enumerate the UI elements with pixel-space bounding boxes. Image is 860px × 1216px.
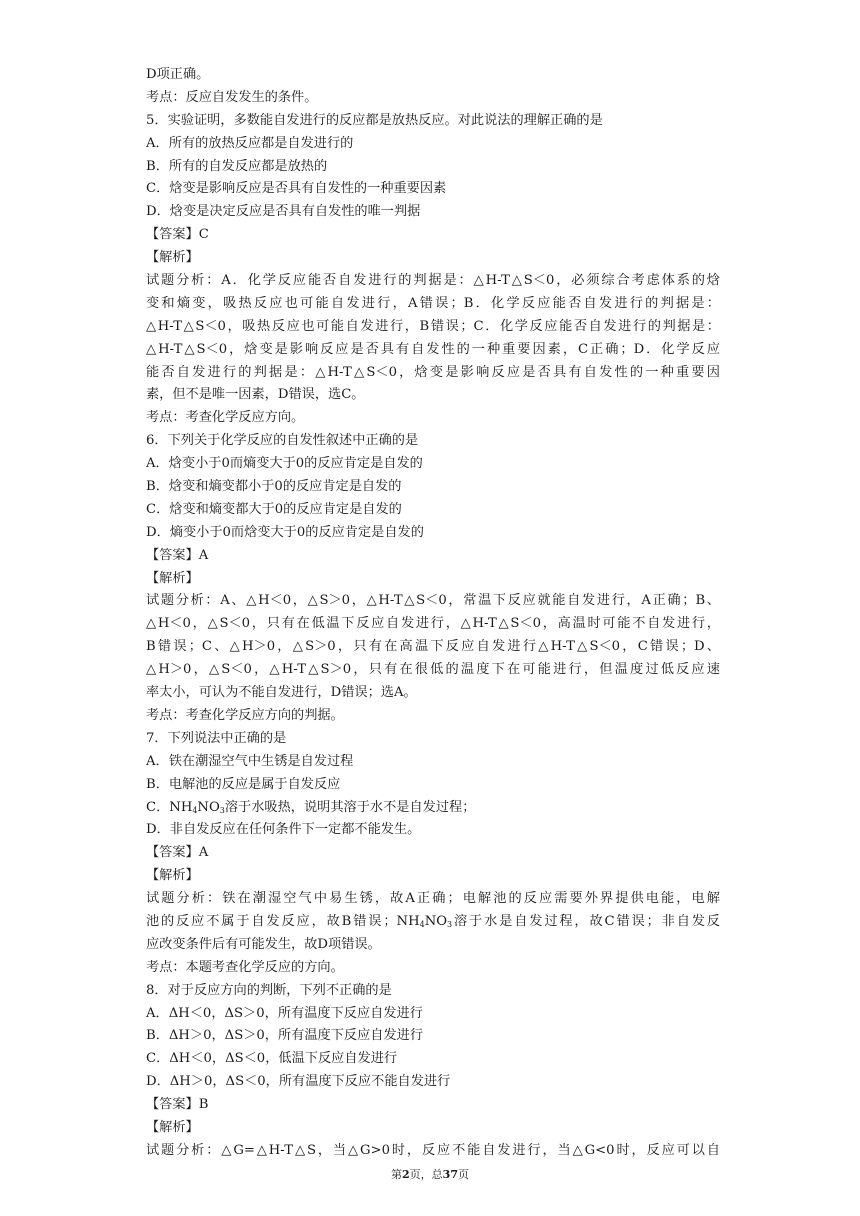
text-line: B．焓变和熵变都小于0的反应肯定是自发的 bbox=[146, 479, 402, 495]
text-line: 考点：本题考查化学反应的方向。 bbox=[146, 959, 344, 975]
text-line: 6．下列关于化学反应的自发性叙述中正确的是 bbox=[146, 433, 419, 449]
text-line: △H-T△S＜0，焓变是影响反应是否具有自发性的一种重要因素，C正确；D．化学反应 bbox=[146, 341, 720, 357]
text-line: C．焓变和熵变都大于0的反应肯定是自发的 bbox=[146, 501, 402, 517]
text-line: A．焓变小于0而熵变大于0的反应肯定是自发的 bbox=[146, 456, 423, 472]
text-line: A．所有的放热反应都是自发进行的 bbox=[146, 135, 354, 151]
page-content bbox=[146, 64, 720, 1163]
text-line: D．熵变小于0而焓变大于0的反应肯定是自发的 bbox=[146, 524, 424, 540]
text-line: B．所有的自发反应都是放热的 bbox=[146, 158, 328, 174]
text-line: 8．对于反应方向的判断，下列不正确的是 bbox=[146, 982, 392, 998]
text-line: 考点：考查化学反应方向。 bbox=[146, 410, 305, 426]
text-line: 【解析】 bbox=[146, 570, 199, 586]
text-line: 【答案】A bbox=[146, 845, 209, 861]
text-line: △H-T△S＜0，吸热反应也可能自发进行，B错误；C．化学反应能否自发进行的判据是： bbox=[146, 318, 720, 334]
text-line: D．焓变是决定反应是否具有自发性的唯一判据 bbox=[146, 204, 421, 220]
text-line: △H＞0，△S＜0，△H-T△S＞0，只有在很低的温度下在可能进行，但温度过低反应速 bbox=[146, 662, 720, 678]
text-line: 试题分析：铁在潮湿空气中易生锈，故A正确；电解池的反应需要外界提供电能，电解 bbox=[146, 891, 720, 907]
text-line: A．ΔH＜0，ΔS＞0，所有温度下反应自发进行 bbox=[146, 1005, 423, 1021]
text-line: D．ΔH＞0，ΔS＜0，所有温度下反应不能自发进行 bbox=[146, 1074, 451, 1090]
text-line: B．电解池的反应是属于自发反应 bbox=[146, 776, 341, 792]
text-line: 【答案】A bbox=[146, 547, 209, 563]
text-line: 7．下列说法中正确的是 bbox=[146, 730, 287, 746]
text-line: A．铁在潮湿空气中生锈是自发过程 bbox=[146, 753, 354, 769]
footer-suffix: 页 bbox=[457, 1168, 469, 1181]
text-line: 试题分析：△G=△H-T△S，当△G>0时，反应不能自发进行，当△G<0时，反应可以自 bbox=[146, 1142, 720, 1158]
text-line: C．焓变是影响反应是否具有自发性的一种重要因素 bbox=[146, 181, 447, 197]
page-footer bbox=[0, 1166, 860, 1182]
text-line: 变和熵变，吸热反应也可能自发进行，A错误；B．化学反应能否自发进行的判据是： bbox=[146, 295, 720, 311]
footer-page-number: 2 bbox=[402, 1168, 410, 1181]
text-line: B错误；C、△H＞0，△S＞0，只有在高温下反应自发进行△H-T△S＜0，C错误；D、 bbox=[146, 639, 720, 655]
text-line: C．ΔH＜0，ΔS＜0，低温下反应自发进行 bbox=[146, 1051, 398, 1067]
chemical-formula: $NH_4NO_3$ bbox=[169, 799, 225, 815]
text-line: 试题分析：A、△H＜0，△S＞0，△H-T△S＜0，常温下反应就能自发进行，A正确；B、 bbox=[146, 593, 720, 609]
text-line: 【解析】 bbox=[146, 1119, 199, 1135]
chemical-formula: $NH_4NO_3$ bbox=[396, 913, 453, 929]
text-line: 【答案】B bbox=[146, 1097, 209, 1113]
footer-prefix: 第 bbox=[391, 1168, 403, 1181]
text-line: D．非自发反应在任何条件下一定都不能发生。 bbox=[146, 822, 421, 838]
text-line: 【答案】C bbox=[146, 227, 209, 243]
text-line: 考点：考查化学反应方向的判据。 bbox=[146, 707, 344, 723]
text-line: 素，但不是唯一因素，D错误，选C。 bbox=[146, 387, 365, 403]
text-line: 【解析】 bbox=[146, 868, 199, 884]
text-line: 池的反应不属于自发反应，故B错误；$NH_4NO_3$溶于水是自发过程，故C错误；非自发反 bbox=[146, 913, 720, 929]
footer-middle: 页，总 bbox=[409, 1168, 443, 1181]
text-line: △H＜0，△S＜0，只有在低温下反应自发进行，△H-T△S＜0，高温时可能不自发进行， bbox=[146, 616, 720, 632]
text-line: 【解析】 bbox=[146, 250, 199, 266]
text-line: B．ΔH＞0，ΔS＞0，所有温度下反应自发进行 bbox=[146, 1028, 424, 1044]
text-line: 率太小，可认为不能自发进行，D错误；选A。 bbox=[146, 685, 417, 701]
footer-total-pages: 37 bbox=[442, 1168, 458, 1181]
text-line: 能否自发进行的判据是：△H-T△S＜0，焓变是影响反应是否具有自发性的一种重要因 bbox=[146, 364, 720, 380]
text-line: D项正确。 bbox=[146, 67, 210, 82]
text-line: 5．实验证明，多数能自发进行的反应都是放热反应。对此说法的理解正确的是 bbox=[146, 112, 603, 128]
text-line: 考点：反应自发发生的条件。 bbox=[146, 89, 318, 105]
text-line: C．$NH_4NO_3$溶于水吸热，说明其溶于水不是自发过程； bbox=[146, 799, 476, 815]
text-line: 试题分析：A．化学反应能否自发进行的判据是：△H-T△S＜0，必须综合考虑体系的焓 bbox=[146, 273, 720, 289]
text-line: 应改变条件后有可能发生，故D项错误。 bbox=[146, 936, 381, 952]
